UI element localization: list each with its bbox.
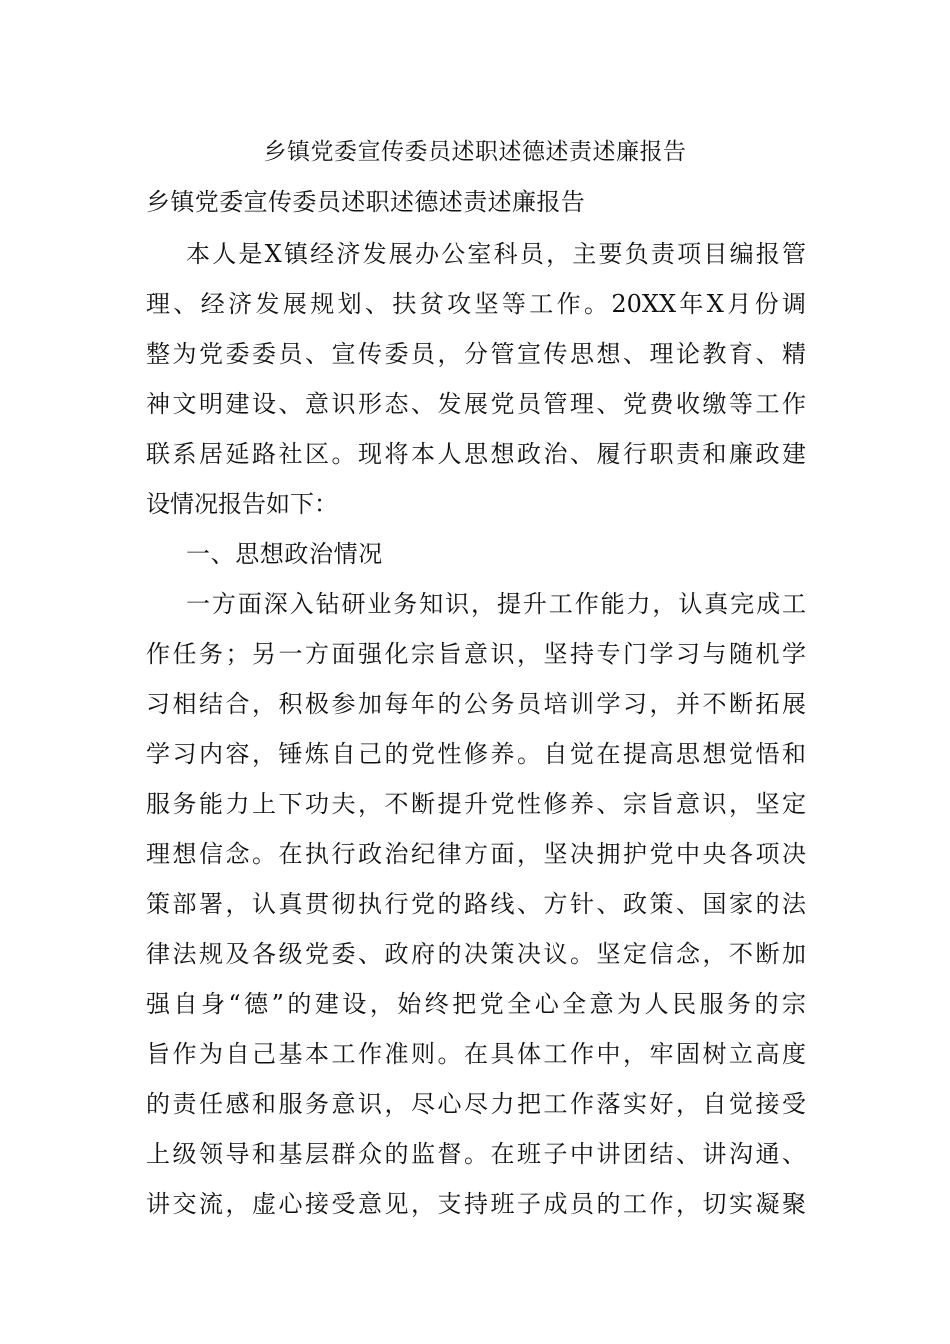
section-line: 律法规及各级党委、政府的决策决议。坚定信念，不断加 bbox=[146, 940, 806, 968]
section-line: 学习内容，锤炼自己的党性修养。自觉在提高思想觉悟和 bbox=[146, 740, 806, 768]
intro-line: 神文明建设、意识形态、发展党员管理、党费收缴等工作 bbox=[146, 390, 806, 418]
intro-line: 整为党委委员、宣传委员，分管宣传思想、理论教育、精 bbox=[146, 340, 806, 368]
intro-line: 设情况报告如下： bbox=[146, 490, 338, 518]
section-line: 习相结合，积极参加每年的公务员培训学习，并不断拓展 bbox=[146, 690, 806, 718]
section-line: 服务能力上下功夫，不断提升党性修养、宗旨意识，坚定 bbox=[146, 790, 806, 818]
section-line: 理想信念。在执行政治纪律方面，坚决拥护党中央各项决 bbox=[146, 840, 806, 868]
section-heading: 一、思想政治情况 bbox=[186, 540, 383, 568]
section-line: 策部署，认真贯彻执行党的路线、方针、政策、国家的法 bbox=[146, 890, 806, 918]
section-line: 讲交流，虚心接受意见，支持班子成员的工作，切实凝聚 bbox=[146, 1190, 806, 1218]
section-line: 上级领导和基层群众的监督。在班子中讲团结、讲沟通、 bbox=[146, 1140, 806, 1168]
section-line: 旨作为自己基本工作准则。在具体工作中，牢固树立高度 bbox=[146, 1040, 806, 1068]
document-subtitle: 乡镇党委宣传委员述职述德述责述廉报告 bbox=[146, 188, 586, 216]
section-line: 一方面深入钻研业务知识，提升工作能力，认真完成工 bbox=[186, 590, 806, 618]
intro-line: 理、经济发展规划、扶贫攻坚等工作。20XX年X月份调 bbox=[146, 290, 806, 318]
intro-line: 本人是X镇经济发展办公室科员，主要负责项目编报管 bbox=[186, 240, 806, 268]
section-line: 的责任感和服务意识，尽心尽力把工作落实好，自觉接受 bbox=[146, 1090, 806, 1118]
section-line: 作任务；另一方面强化宗旨意识，坚持专门学习与随机学 bbox=[146, 640, 806, 668]
intro-line: 联系居延路社区。现将本人思想政治、履行职责和廉政建 bbox=[146, 440, 806, 468]
document-title: 乡镇党委宣传委员述职述德述责述廉报告 bbox=[263, 139, 687, 165]
section-line: 强自身“德”的建设，始终把党全心全意为人民服务的宗 bbox=[146, 990, 806, 1018]
